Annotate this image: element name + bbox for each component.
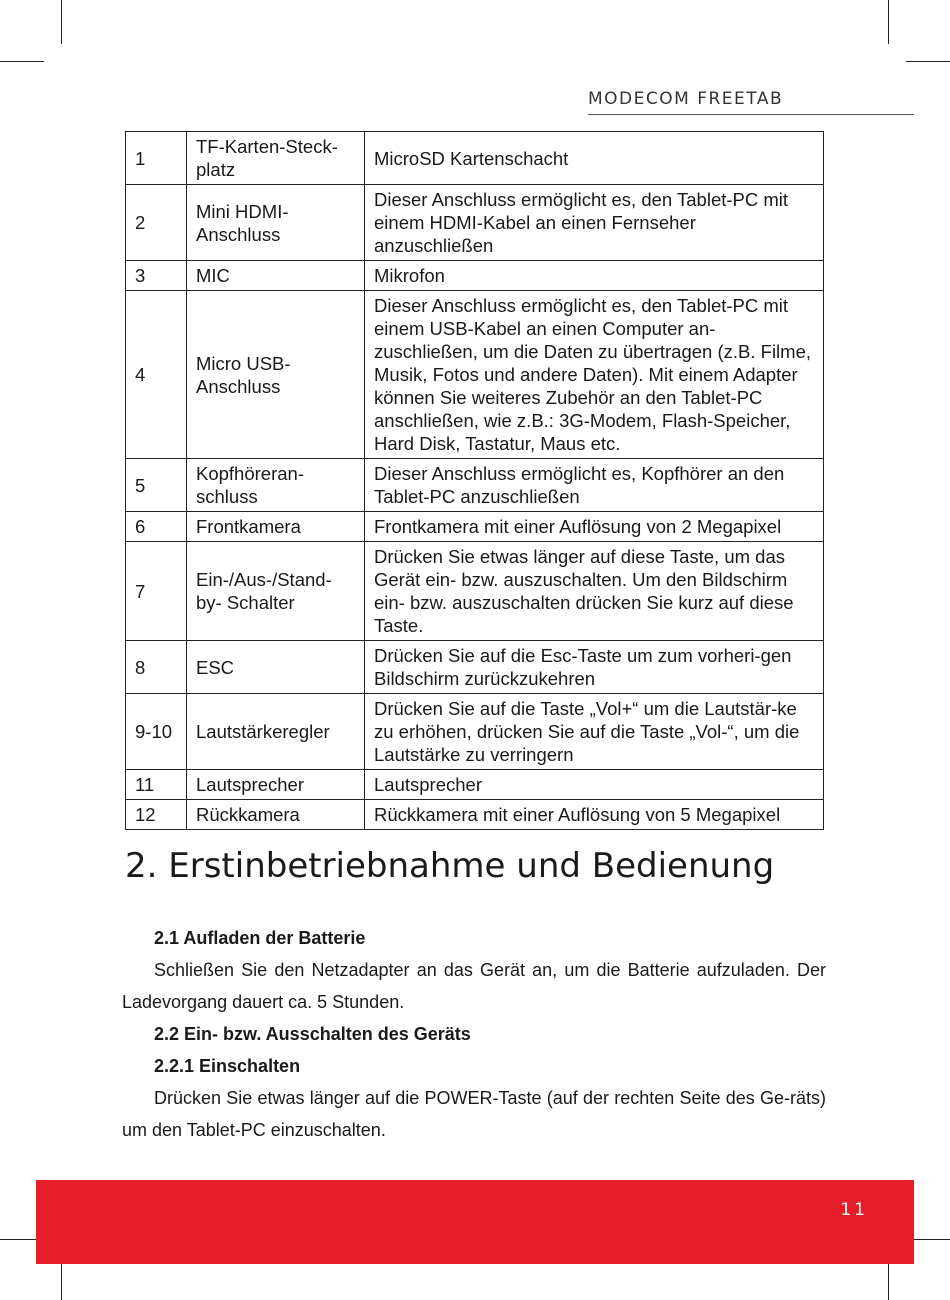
row-number: 5 — [126, 459, 187, 512]
paragraph-switch-on: Drücken Sie etwas länger auf die POWER-Taste (auf der rechten Seite des Ge-räts) um den Tablet-PC einzuschalten. — [122, 1088, 826, 1140]
row-name: Lautstärkeregler — [187, 694, 365, 770]
table-row — [126, 261, 824, 291]
table-row — [126, 512, 824, 542]
row-description: Dieser Anschluss ermöglicht es, den Tablet-PC mit einem USB-Kabel an einen Computer an-zuschließen, um die Daten zu übertragen (z.B. Filme, Musik, Fotos und andere Daten). Mit einem Adapter können Sie weiteres Zubehör an den Tablet-PC anschließen, wie z.B.: 3G-Modem, Flash-Speicher, Hard Disk, Tastatur, Maus etc. — [365, 291, 824, 459]
row-description: Mikrofon — [365, 261, 824, 291]
section-heading: 2. Erstinbetriebnahme und Bedienung — [125, 846, 775, 886]
header-rule — [588, 114, 914, 115]
row-name: Micro USB-Anschluss — [187, 291, 365, 459]
row-description: Dieser Anschluss ermöglicht es, den Tablet-PC mit einem HDMI-Kabel an einen Fernseher anzuschließen — [365, 185, 824, 261]
table-row — [126, 694, 824, 770]
subheading-power: 2.2 Ein- bzw. Ausschalten des Geräts — [154, 1024, 471, 1044]
page-number: 11 — [840, 1200, 868, 1220]
row-name: Frontkamera — [187, 512, 365, 542]
row-number: 12 — [126, 800, 187, 830]
table-row — [126, 132, 824, 185]
table-row — [126, 185, 824, 261]
subheading-charging: 2.1 Aufladen der Batterie — [154, 928, 366, 948]
row-number: 9-10 — [126, 694, 187, 770]
row-name: ESC — [187, 641, 365, 694]
row-number: 7 — [126, 542, 187, 641]
table-row — [126, 770, 824, 800]
row-name: MIC — [187, 261, 365, 291]
row-description: Dieser Anschluss ermöglicht es, Kopfhörer an den Tablet-PC anzuschließen — [365, 459, 824, 512]
crop-mark — [61, 0, 62, 44]
row-description: Drücken Sie auf die Esc-Taste um zum vorheri-gen Bildschirm zurückzukehren — [365, 641, 824, 694]
row-name: Rückkamera — [187, 800, 365, 830]
subheading-switch-on: 2.2.1 Einschalten — [154, 1056, 301, 1076]
row-name: Ein-/Aus-/Stand-by- Schalter — [187, 542, 365, 641]
row-number: 11 — [126, 770, 187, 800]
crop-mark — [906, 61, 950, 62]
row-number: 8 — [126, 641, 187, 694]
row-number: 6 — [126, 512, 187, 542]
row-description: Drücken Sie auf die Taste „Vol+“ um die Lautstär-ke zu erhöhen, drücken Sie auf die Taste „Vol-“, um die Lautstärke zu verringern — [365, 694, 824, 770]
row-number: 3 — [126, 261, 187, 291]
row-number: 2 — [126, 185, 187, 261]
row-description: Lautsprecher — [365, 770, 824, 800]
row-number: 4 — [126, 291, 187, 459]
row-name: Lautsprecher — [187, 770, 365, 800]
row-name: Kopfhöreran-schluss — [187, 459, 365, 512]
row-description: Drücken Sie etwas länger auf diese Taste, um das Gerät ein- bzw. auszuschalten. Um den Bildschirm ein- bzw. auszuschalten drücken Sie kurz auf diese Taste. — [365, 542, 824, 641]
row-name: Mini HDMI-Anschluss — [187, 185, 365, 261]
table-row — [126, 542, 824, 641]
table-row — [126, 641, 824, 694]
table-row — [126, 459, 824, 512]
footer-bar — [36, 1180, 914, 1264]
table-row — [126, 291, 824, 459]
row-description: Rückkamera mit einer Auflösung von 5 Megapixel — [365, 800, 824, 830]
crop-mark — [888, 0, 889, 44]
row-name: TF-Karten-Steck-platz — [187, 132, 365, 185]
row-number: 1 — [126, 132, 187, 185]
page-header-title: MODECOM FREETAB — [588, 89, 784, 109]
paragraph-charging: Schließen Sie den Netzadapter an das Gerät an, um die Batterie aufzuladen. Der Ladevorgang dauert ca. 5 Stunden. — [122, 960, 826, 1012]
row-description: Frontkamera mit einer Auflösung von 2 Megapixel — [365, 512, 824, 542]
section-body — [122, 922, 826, 1146]
row-description: MicroSD Kartenschacht — [365, 132, 824, 185]
spec-table — [125, 131, 824, 830]
crop-mark — [0, 61, 44, 62]
table-row — [126, 800, 824, 830]
